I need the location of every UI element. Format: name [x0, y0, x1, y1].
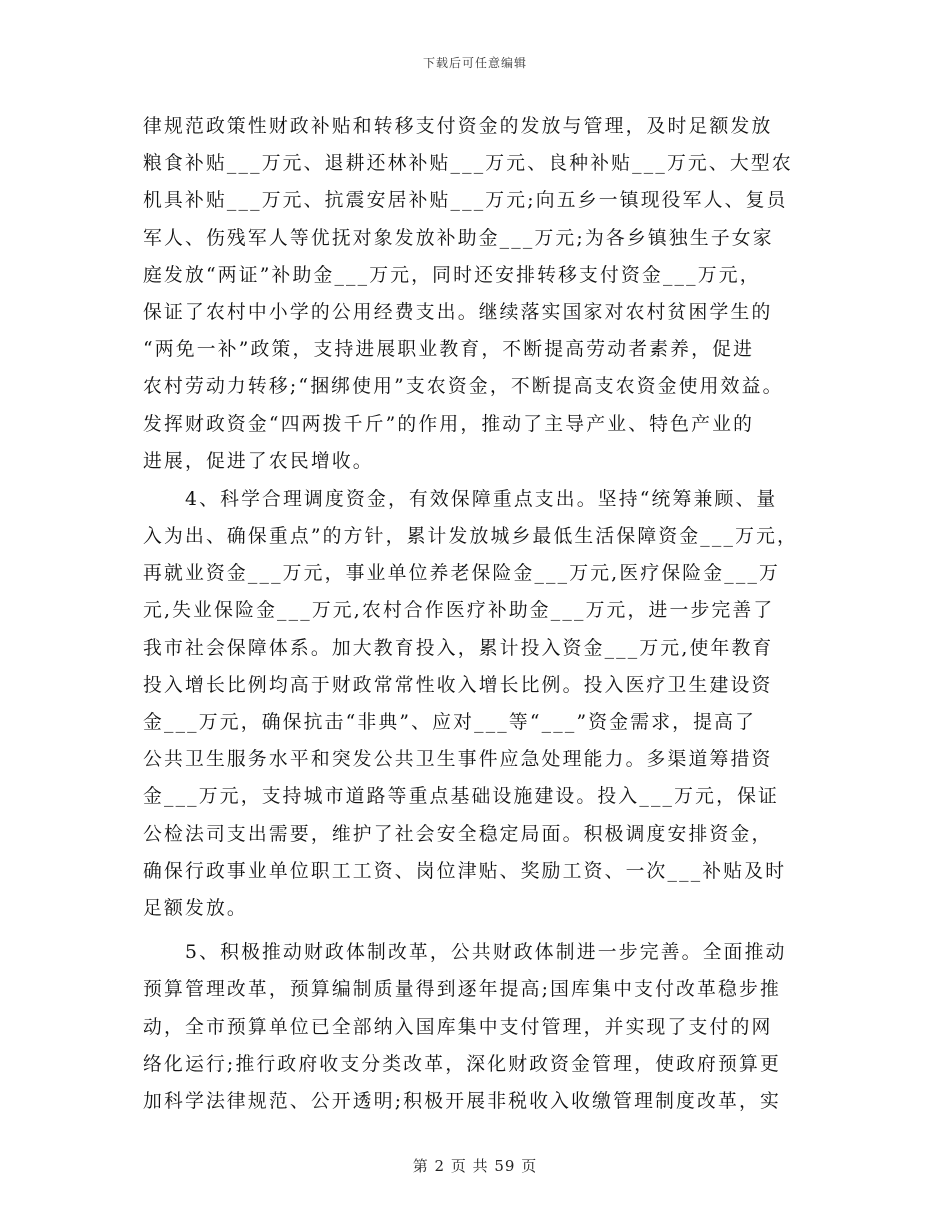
text-line: 加科学法律规范、公开透明;积极开展非税收入收缴管理制度改革，实 [143, 1090, 781, 1112]
document-body [143, 108, 823, 1120]
text-line: 金___万元，支持城市道路等重点基础设施建设。投入___万元，保证 [143, 786, 780, 808]
text-line: “两免一补”政策，支持进展职业教育，不断提高劳动者素养，促进 [143, 339, 755, 361]
paragraph-3 [143, 934, 823, 1120]
text-line: 入为出、确保重点”的方针，累计发放城乡最低生活保障资金___万元， [143, 526, 799, 548]
text-line: 投入增长比例均高于财政常常性收入增长比例。投入医疗卫生建设资 [143, 674, 773, 696]
text-line: 机具补贴___万元、抗震安居补贴___万元;向五乡一镇现役军人、复员 [143, 190, 788, 212]
text-line: 农村劳动力转移;“捆绑使用”支农资金，不断提高支农资金使用效益。 [143, 376, 784, 398]
text-line: 我市社会保障体系。加大教育投入，累计投入资金___万元,使年教育 [143, 637, 774, 659]
text-line: 军人、伤残军人等优抚对象发放补助金___万元;为各乡镇独生子女家 [143, 227, 774, 249]
text-line: 保证了农村中小学的公用经费支出。继续落实国家对农村贫困学生的 [143, 301, 773, 323]
text-line: 律规范政策性财政补贴和转移支付资金的发放与管理，及时足额发放 [143, 116, 773, 137]
text-line: 公共卫生服务水平和突发公共卫生事件应急处理能力。多渠道筹措资 [143, 749, 773, 771]
text-line: 确保行政事业单位职工工资、岗位津贴、奖励工资、一次___补贴及时 [143, 860, 787, 882]
text-line: 庭发放“两证”补助金___万元，同时还安排转移支付资金___万元， [143, 264, 761, 286]
paragraph-1 [143, 108, 823, 480]
text-line: 粮食补贴___万元、退耕还林补贴___万元、良种补贴___万元、大型农 [143, 153, 793, 175]
text-line: 进展，促进了农民增收。 [143, 450, 374, 472]
text-line: 络化运行;推行政府收支分类改革，深化财政资金管理，使政府预算更 [143, 1053, 781, 1075]
paragraph-2 [143, 481, 823, 927]
header-note: 下载后可任意编辑 [422, 56, 527, 70]
text-line: 5、积极推动财政体制改革，公共财政体制进一步完善。全面推动 [143, 942, 787, 964]
text-line: 动，全市预算单位已全部纳入国库集中支付管理，并实现了支付的网 [143, 1016, 773, 1038]
text-line: 足额发放。 [143, 897, 248, 919]
text-line: 预算管理改革，预算编制质量得到逐年提高;国库集中支付改革稳步推 [143, 979, 781, 1001]
text-line: 再就业资金___万元，事业单位养老保险金___万元,医疗保险金___万 [143, 563, 781, 585]
text-line: 发挥财政资金“四两拨千斤”的作用，推动了主导产业、特色产业的 [143, 413, 755, 435]
text-line: 公检法司支出需要，维护了社会安全稳定局面。积极调度安排资金， [143, 823, 773, 845]
text-line: 金___万元，确保抗击“非典”、应对___等“___”资金需求，提高了 [143, 712, 757, 733]
page-number: 第 2 页 共 59 页 [412, 1157, 538, 1175]
text-line: 4、科学合理调度资金，有效保障重点支出。坚持“统筹兼顾、量 [143, 488, 778, 510]
text-line: 元,失业保险金___万元,农村合作医疗补助金___万元，进一步完善了 [143, 600, 775, 622]
